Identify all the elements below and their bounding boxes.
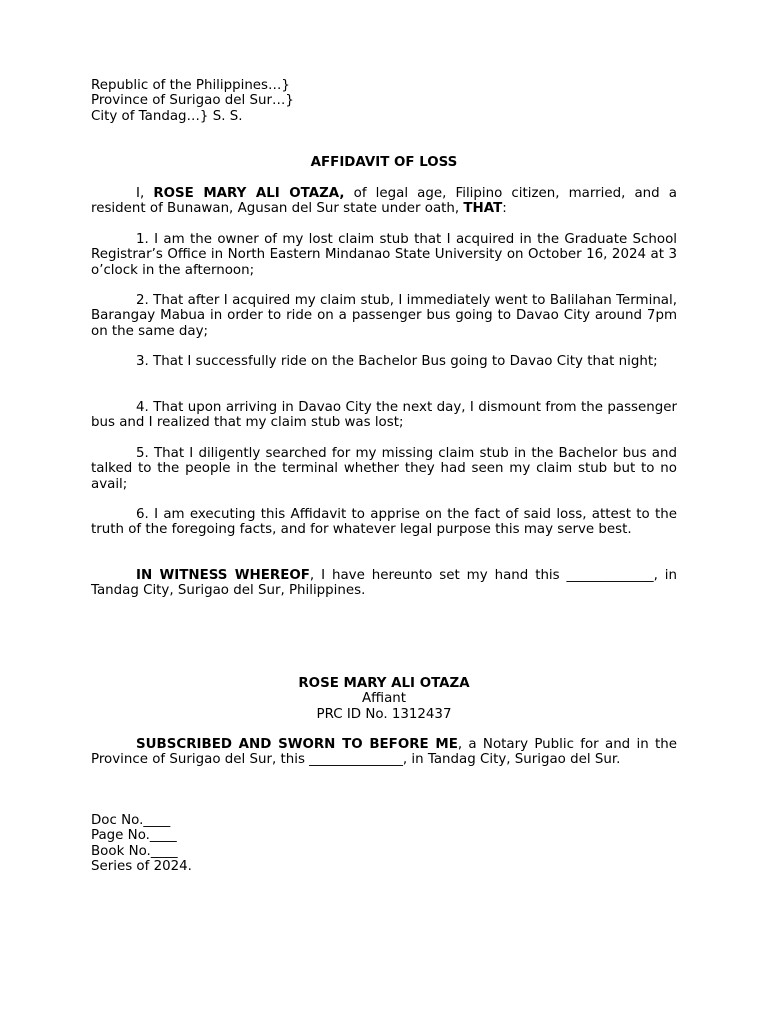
signature-name: ROSE MARY ALI OTAZA	[298, 676, 470, 691]
paragraph-2: 2. That after I acquired my claim stub, I immediately went to Balilahan Terminal, Barangay Mabua in order to ride on a passenger bus going to Davao City around 7pm on the same day;	[91, 293, 677, 339]
document-title: AFFIDAVIT OF LOSS	[310, 155, 458, 170]
caption-line-province: Province of Surigao del Sur…}	[91, 93, 294, 109]
intro-paragraph: I, ROSE MARY ALI OTAZA, of legal age, Filipino citizen, married, and a resident of Bunawan, Agusan del Sur state under oath, THAT:	[91, 186, 677, 217]
jurat-paragraph: SUBSCRIBED AND SWORN TO BEFORE ME, a Notary Public for and in the Province of Surigao del Sur, this ______________, in Tandag City, Surigao del Sur.	[91, 737, 677, 768]
book-number: Book No.____	[91, 843, 178, 859]
signature-id: PRC ID No. 1312437	[316, 706, 452, 722]
notarial-details	[91, 813, 677, 874]
paragraph-5: 5. That I diligently searched for my missing claim stub in the Bachelor bus and talked to the people in the terminal whether they had seen my claim stub but to no avail;	[91, 446, 677, 492]
caption-line-republic: Republic of the Philippines…}	[91, 78, 290, 93]
paragraph-6: 6. I am executing this Affidavit to apprise on the fact of said loss, attest to the truth of the foregoing facts, and for whatever legal purpose this may serve best.	[91, 507, 677, 538]
witness-clause: IN WITNESS WHEREOF, I have hereunto set my hand this _____________, in Tandag City, Surigao del Sur, Philippines.	[91, 568, 677, 599]
that-keyword: THAT	[463, 201, 503, 217]
series-year: Series of 2024.	[91, 858, 192, 874]
page-number: Page No.____	[91, 828, 177, 844]
caption-line-city: City of Tandag…} S. S.	[91, 108, 243, 124]
paragraph-1: 1. I am the owner of my lost claim stub that I acquired in the Graduate School Registrar’s Office in North Eastern Mindanao State University on October 16, 2024 at 3 o’clock in the afternoon;	[91, 232, 677, 278]
affiant-name: ROSE MARY ALI OTAZA,	[153, 186, 345, 201]
signature-block	[91, 676, 677, 722]
paragraph-3: 3. That I successfully ride on the Bachelor Bus going to Davao City that night;	[136, 354, 658, 369]
doc-number: Doc No.____	[91, 813, 171, 828]
venue-caption	[91, 78, 677, 124]
signature-role: Affiant	[361, 691, 407, 707]
paragraph-4: 4. That upon arriving in Davao City the next day, I dismount from the passenger bus and I realized that my claim stub was lost;	[91, 400, 677, 431]
